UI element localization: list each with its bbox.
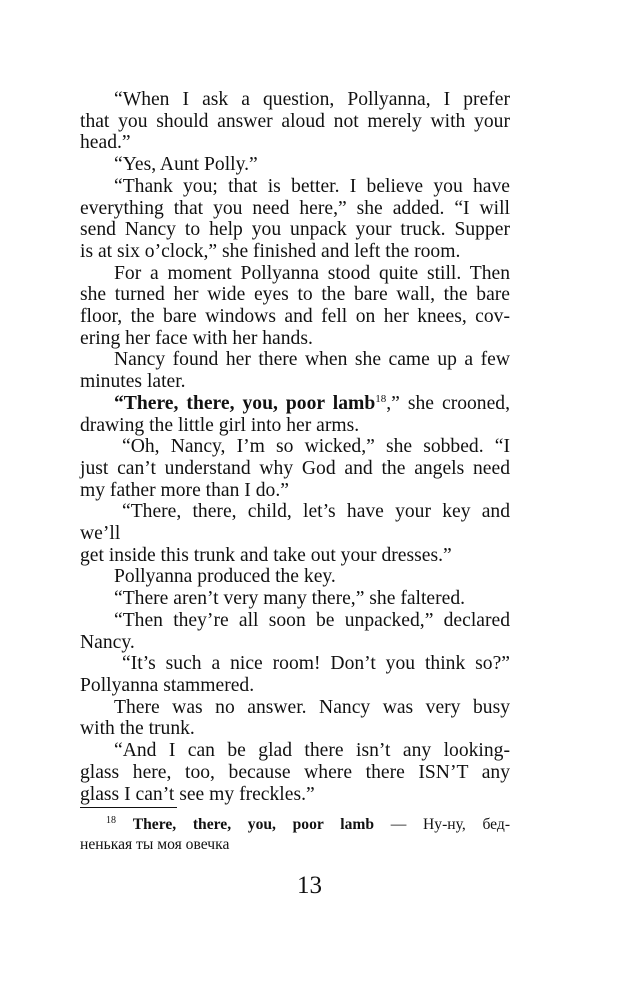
text-line: send Nancy to help you unpack your truck. Supper: [80, 219, 510, 241]
text-line: “There, there, child, let’s have your key and we’ll: [80, 501, 510, 545]
text-line: get inside this trunk and take out your dresses.”: [80, 544, 452, 566]
text-line: minutes later.: [80, 371, 186, 393]
page-number: 13: [297, 872, 322, 899]
paragraph: [80, 349, 510, 392]
text-line: my father more than I do.”: [80, 479, 289, 501]
text-line: is at six o’clock,” she finished and left the room.: [80, 240, 461, 262]
paragraph: [80, 436, 510, 501]
paragraph: [80, 610, 510, 653]
paragraph: [80, 697, 510, 740]
paragraph: [80, 653, 510, 696]
footnote-dash: —: [390, 816, 407, 833]
footnote-divider: [80, 807, 177, 808]
text-line: Nancy.: [80, 631, 135, 653]
text-line: [80, 393, 510, 415]
paragraph: [80, 740, 510, 805]
text-line: just can’t understand why God and the angels need: [80, 457, 510, 479]
text-line: “Thank you; that is better. I believe you have: [114, 175, 510, 197]
text-line: Nancy found her there when she came up a few: [114, 349, 510, 371]
bold-phrase: “There, there, you, poor lamb: [114, 392, 376, 414]
footnote-reference[interactable]: 18: [375, 392, 387, 405]
text-line: “Yes, Aunt Polly.”: [114, 154, 258, 176]
text-line: “There aren’t very many there,” she faltered.: [114, 588, 466, 610]
footnote-number: 18: [106, 815, 116, 826]
text-line: glass here, too, because where there ISN’T any: [80, 761, 510, 783]
paragraph: [80, 588, 510, 610]
text-line: Pollyanna stammered.: [80, 674, 255, 696]
text-line: “When I ask a question, Pollyanna, I prefer: [114, 89, 510, 110]
footnote-line: [80, 815, 510, 835]
text-line: drawing the little girl into her arms.: [80, 414, 360, 436]
text-line: ering her face with her hands.: [80, 327, 313, 349]
text-line: “Oh, Nancy, I’m so wicked,” she sobbed. “I: [122, 436, 510, 458]
paragraph: [80, 176, 510, 263]
text-line: “Then they’re all soon be unpacked,” declared: [114, 609, 510, 631]
text-line: Pollyanna produced the key.: [114, 566, 336, 588]
text-line: she turned her wide eyes to the bare wall, the bare: [80, 284, 510, 306]
body-text: [80, 89, 510, 805]
text-line: glass I can’t see my freckles.”: [80, 783, 315, 805]
paragraph: [80, 263, 510, 350]
text-line: everything that you need here,” she added. “I will: [80, 197, 510, 219]
footnote: [80, 815, 510, 855]
paragraph: [80, 154, 510, 176]
text-line: For a moment Pollyanna stood quite still. Then: [114, 262, 510, 284]
footnote-line: ненькая ты моя овечка: [80, 836, 230, 853]
footnote-term: There, there, you, poor lamb: [132, 816, 375, 833]
paragraph: [80, 89, 510, 154]
text-line: “And I can be glad there isn’t any looking-: [114, 740, 510, 762]
paragraph: [80, 566, 510, 588]
paragraph: [80, 501, 510, 566]
text-line: with the trunk.: [80, 718, 195, 740]
footnote-translation: Ну-ну, бед-: [423, 816, 511, 833]
paragraph: [80, 393, 510, 436]
text-line: head.”: [80, 132, 131, 154]
text-line: There was no answer. Nancy was very busy: [114, 696, 510, 718]
text-run: ,” she crooned,: [386, 392, 510, 414]
text-line: “It’s such a nice room! Don’t you think so?”: [122, 653, 510, 675]
text-line: that you should answer aloud not merely with your: [80, 110, 510, 132]
text-line: floor, the bare windows and fell on her knees, cov-: [80, 306, 510, 328]
